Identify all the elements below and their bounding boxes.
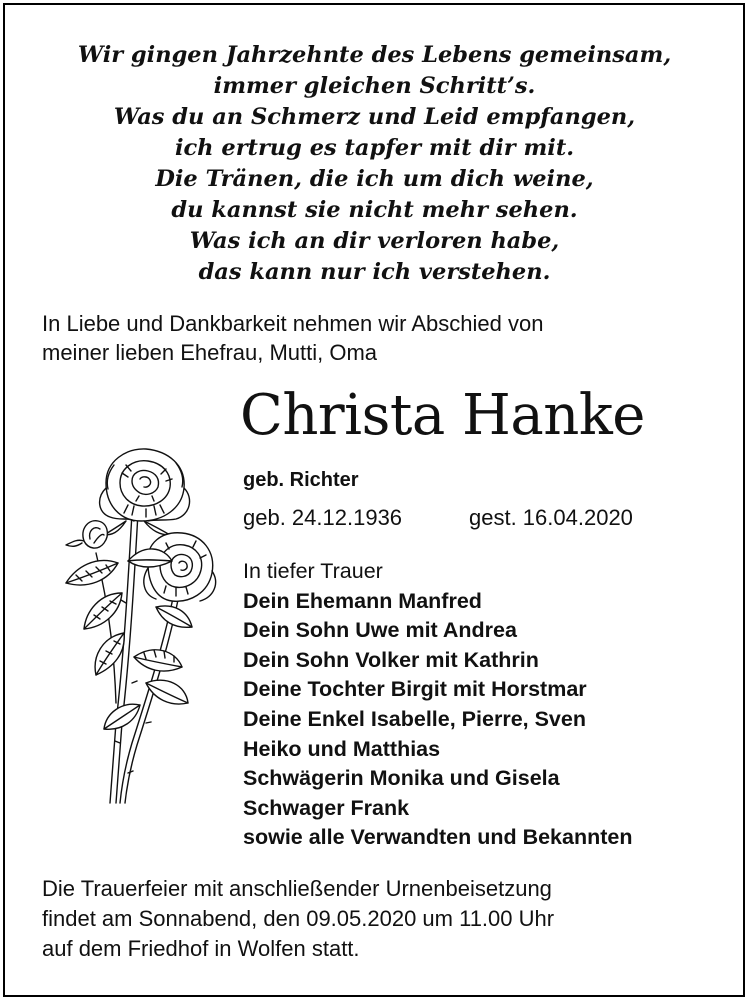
mourner-entry: sowie alle Verwandten und Bekannten	[243, 825, 633, 850]
poem	[0, 40, 749, 288]
mourners-list	[243, 557, 633, 853]
mourner-entry: Deine Enkel Isabelle, Pierre, Sven	[243, 706, 586, 731]
poem-line: immer gleichen Schritt’s.	[213, 73, 536, 99]
poem-line: du kannst sie nicht mehr sehen.	[171, 197, 578, 223]
funeral-line: findet am Sonnabend, den 09.05.2020 um 11.00 Uhr	[42, 906, 555, 931]
mourner-entry: Deine Tochter Birgit mit Horstmar	[243, 677, 587, 702]
intro-text	[42, 309, 543, 367]
funeral-line: Die Trauerfeier mit anschließender Urnenbeisetzung	[42, 876, 552, 901]
poem-line: Die Tränen, die ich um dich weine,	[155, 166, 594, 192]
funeral-line: auf dem Friedhof in Wolfen statt.	[42, 936, 360, 961]
poem-line: Was ich an dir verloren habe,	[189, 228, 560, 254]
mourner-entry: Dein Ehemann Manfred	[243, 588, 482, 613]
deceased-name: Christa Hanke	[240, 383, 645, 448]
birth-name: geb. Richter	[243, 469, 359, 491]
intro-line: In Liebe und Dankbarkeit nehmen wir Abschied von	[42, 311, 544, 336]
poem-line: ich ertrug es tapfer mit dir mit.	[174, 135, 575, 161]
intro-line: meiner lieben Ehefrau, Mutti, Oma	[42, 340, 378, 365]
mourner-entry: Schwägerin Monika und Gisela	[243, 766, 560, 791]
funeral-info	[42, 874, 554, 964]
poem-line: das kann nur ich verstehen.	[198, 259, 551, 285]
poem-line: Wir gingen Jahrzehnte des Lebens gemeinsam,	[77, 42, 672, 68]
mourner-entry: Dein Sohn Uwe mit Andrea	[243, 618, 517, 643]
mourner-entry: Dein Sohn Volker mit Kathrin	[243, 647, 539, 672]
mourner-entry: Heiko und Matthias	[243, 736, 441, 761]
poem-line: Was du an Schmerz und Leid empfangen,	[113, 104, 636, 130]
life-dates	[243, 503, 633, 533]
birth-date: geb. 24.12.1936	[243, 505, 403, 530]
death-date: gest. 16.04.2020	[469, 505, 633, 530]
mourners-lead: In tiefer Trauer	[243, 559, 383, 583]
mourner-entry: Schwager Frank	[243, 795, 410, 820]
rose-illustration-icon	[36, 443, 236, 813]
